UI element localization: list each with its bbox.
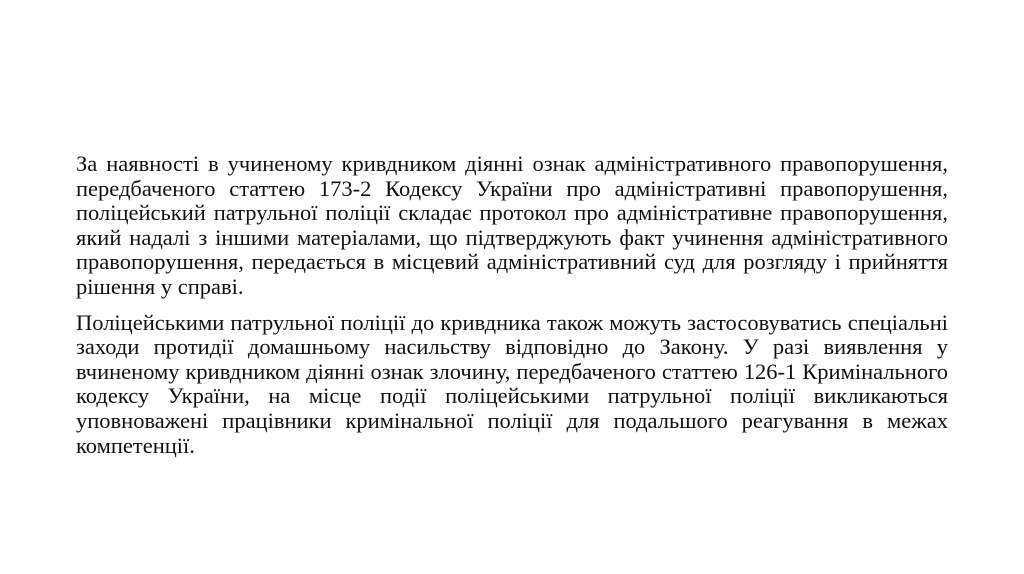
- slide-body-text: [76, 152, 948, 458]
- paragraph-administrative-offense: За наявності в учиненому кривдником діянні ознак адміністративного правопорушення, передбаченого статтею 173-2 Кодексу України про адміністративні правопорушення, поліцейський патрульної поліції складає протокол про адміністративне правопорушення, який надалі з іншими матеріалами, що підтверджують факт учинення адміністративного правопорушення, передається в місцевий адміністративний суд для розгляду і прийняття рішення у справі.: [76, 151, 948, 299]
- paragraph-special-measures: Поліцейськими патрульної поліції до кривдника також можуть застосовуватись спеціальні заходи протидії домашньому насильству відповідно до Закону. У разі виявлення у вчиненому кривдником діянні ознак злочину, передбаченого статтею 126-1 Кримінального кодексу України, на місце події поліцейськими патрульної поліції викликаються уповноважені працівники кримінальної поліції для подальшого реагування в межах компетенції.: [76, 309, 948, 458]
